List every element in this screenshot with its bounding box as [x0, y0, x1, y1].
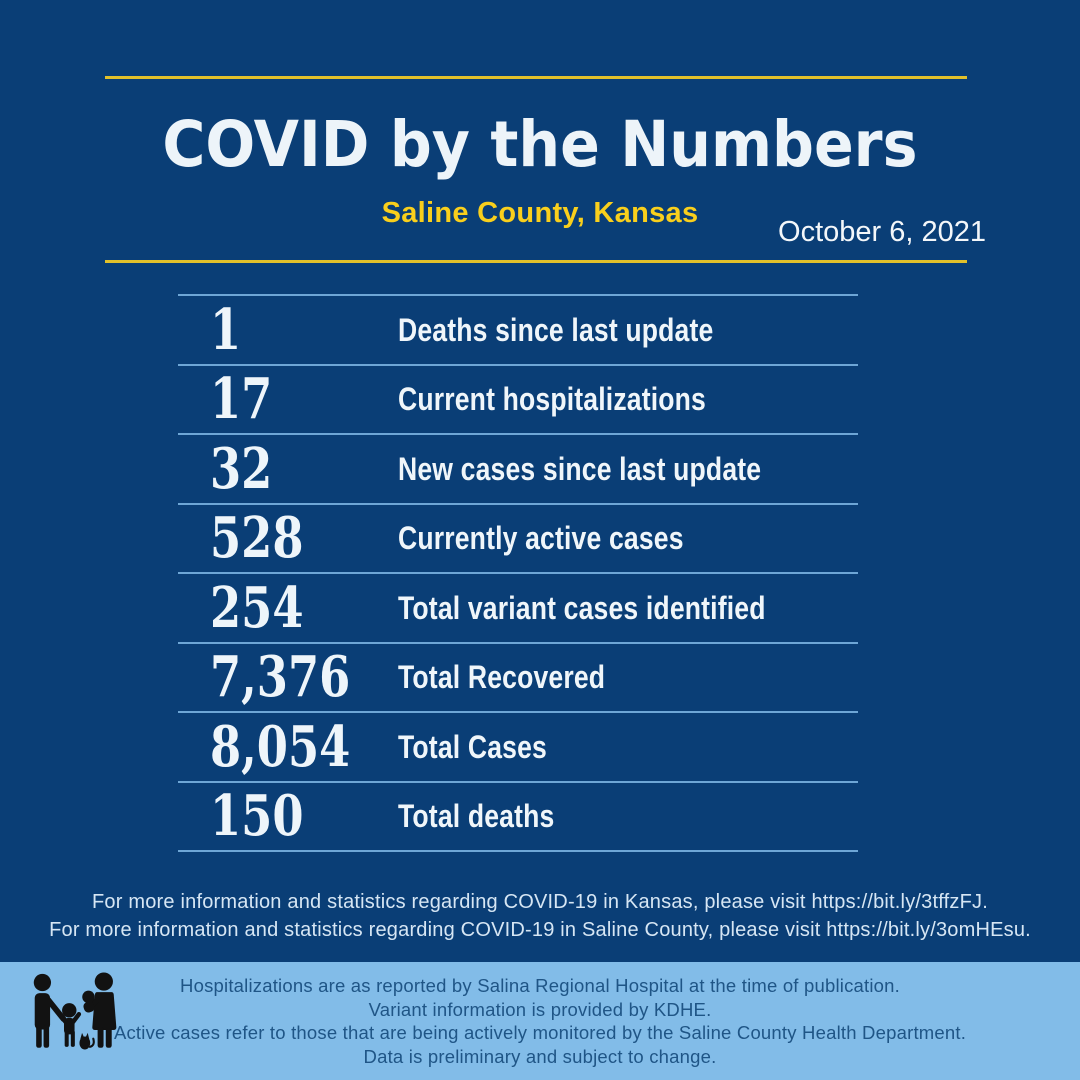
page-title — [0, 108, 1080, 181]
more-info-line-saline: For more information and statistics regarding COVID-19 in Saline County, please visit https://bit.ly/3omHEsu. — [49, 919, 1031, 941]
stat-label: Current hospitalizations — [398, 381, 706, 418]
more-info-note — [0, 888, 1080, 944]
stat-row-total-recovered — [178, 642, 858, 712]
disclaimer-text — [0, 974, 1080, 1068]
stat-label: Deaths since last update — [398, 311, 714, 348]
stat-row-current-hospitalizations — [178, 364, 858, 434]
disclaimer-line-variant: Variant information is provided by KDHE. — [368, 998, 712, 1020]
stat-value: 8,054 — [210, 713, 351, 780]
stat-value: 528 — [210, 505, 304, 572]
stat-value: 254 — [210, 574, 304, 641]
report-date: October 6, 2021 — [778, 216, 986, 248]
stat-label: Total variant cases identified — [398, 589, 766, 626]
stat-label: Currently active cases — [398, 520, 684, 557]
stat-row-active-cases — [178, 503, 858, 573]
stat-row-variant-cases — [178, 572, 858, 642]
stat-row-total-cases — [178, 711, 858, 781]
disclaimer-line-preliminary: Data is preliminary and subject to change. — [363, 1045, 717, 1067]
stat-value: 17 — [210, 366, 273, 433]
stat-value: 150 — [210, 783, 304, 850]
stat-value: 32 — [210, 435, 273, 502]
stat-row-deaths-since-update — [178, 294, 858, 364]
top-divider-line — [105, 76, 967, 79]
stat-label: New cases since last update — [398, 450, 762, 487]
stat-value: 7,376 — [210, 644, 351, 711]
stat-row-total-deaths — [178, 781, 858, 851]
disclaimer-line-hospitalizations: Hospitalizations are as reported by Salina Regional Hospital at the time of publication. — [180, 975, 900, 996]
disclaimer-line-active-cases: Active cases refer to those that are being actively monitored by the Saline County Health Department. — [113, 1022, 967, 1043]
page-title-text: COVID by the Numbers — [162, 108, 918, 181]
stat-label: Total Recovered — [398, 659, 606, 696]
stat-value: 1 — [210, 296, 242, 363]
disclaimer-band — [0, 962, 1080, 1080]
header-divider-line — [105, 260, 967, 263]
subtitle-county: Saline County, Kansas — [381, 197, 699, 229]
stats-table — [178, 294, 858, 852]
stat-row-new-cases — [178, 433, 858, 503]
more-info-line-kansas: For more information and statistics regarding COVID-19 in Kansas, please visit https://bit.ly/3tffzFJ. — [92, 891, 988, 913]
stat-label: Total deaths — [398, 798, 555, 835]
stat-label: Total Cases — [398, 728, 547, 765]
